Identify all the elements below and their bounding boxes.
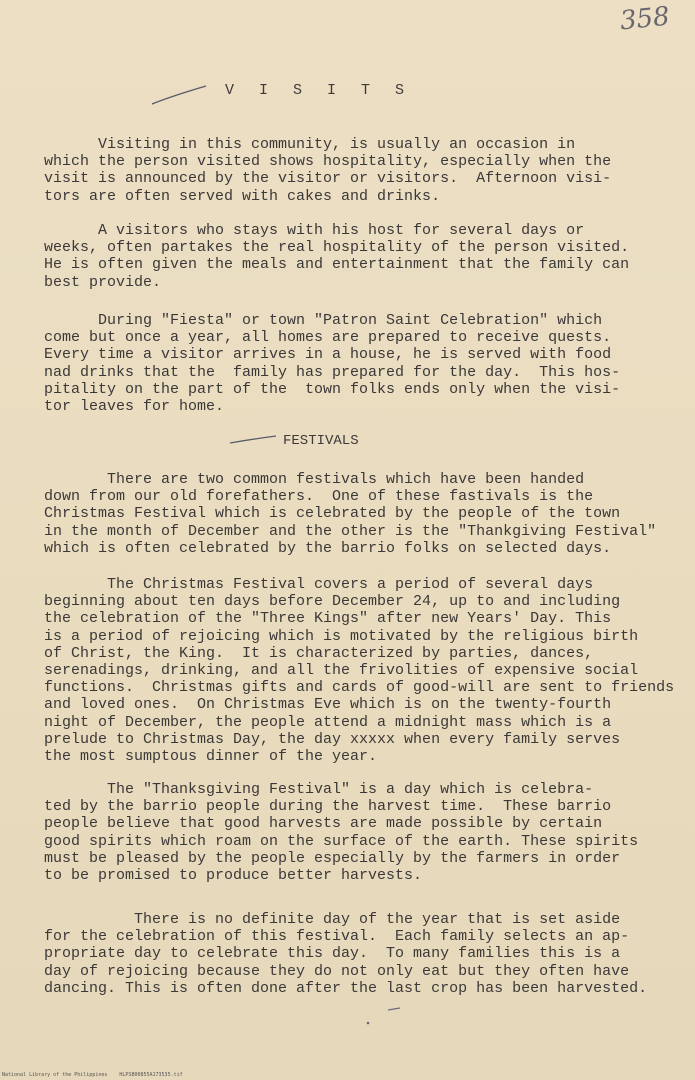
pen-check-mark [150, 84, 210, 108]
visits-paragraph-2: A visitors who stays with his host for several days or weeks, often partakes the real hospitality of the person visited. He is often given the meals and entertainment that the family can best provide. [44, 222, 630, 291]
pen-dash-mark [228, 434, 278, 446]
visits-heading: V I S I T S [225, 82, 413, 99]
pen-flourish-mark [360, 1004, 410, 1028]
festivals-heading: FESTIVALS [283, 433, 359, 449]
archive-footer: National Library of the Philippines HLPSB00855A173535.tif [2, 1072, 183, 1078]
visits-paragraph-3: During "Fiesta" or town "Patron Saint Celebration" which come but once a year, all homes are prepared to receive quests. Every time a visitor arrives in a house, he is served with food nad drinks that the family has prepared for the day. This hos- pitality on the part of the town folks ends only when the visi- tor leaves for home. [44, 312, 621, 416]
page-number: 358 [618, 1, 672, 37]
festivals-paragraph-4: There is no definite day of the year that is set aside for the celebration of this festival. Each family selects an ap- propriate day to celebrate this day. To many families this is a day of rejoicing because they do not only eat but they often have dancing. This is often done after the last crop has been harvested. [44, 911, 648, 997]
festivals-paragraph-2: The Christmas Festival covers a period of several days beginning about ten days before December 24, up to and including the celebration of the "Three Kings" after new Years' Day. This is a period of rejoicing which is motivated by the religious birth of Christ, the King. It is characterized by parties, dances, serenadings, drinking, and all the frivolities of expensive social functions. Christmas gifts and cards of good-will are sent to friends and loved ones. On Christmas Eve which is on the twenty-fourth night of December, the people attend a midnight mass which is a prelude to Christmas Day, the day xxxxx when every family serves the most sumptous dinner of the year. [44, 576, 675, 766]
festivals-paragraph-3: The "Thanksgiving Festival" is a day which is celebra- ted by the barrio people during the harvest time. These barrio people believe that good harvests are made possible by certain good spirits which roam on the surface of the earth. These spirits must be pleased by the people especially by the farmers in order to be promised to produce better harvests. [44, 781, 639, 885]
visits-paragraph-1: Visiting in this community, is usually an occasion in which the person visited shows hospitality, especially when the visit is announced by the visitor or visitors. Afternoon visi- tors are often served with cakes and drinks. [44, 136, 612, 205]
festivals-paragraph-1: There are two common festivals which have been handed down from our old forefathers. One of these fastivals is the Christmas Festival which is celebrated by the people of the town in the month of December and the other is the "Thankgiving Festival" which is often celebrated by the barrio folks on selected days. [44, 471, 657, 557]
